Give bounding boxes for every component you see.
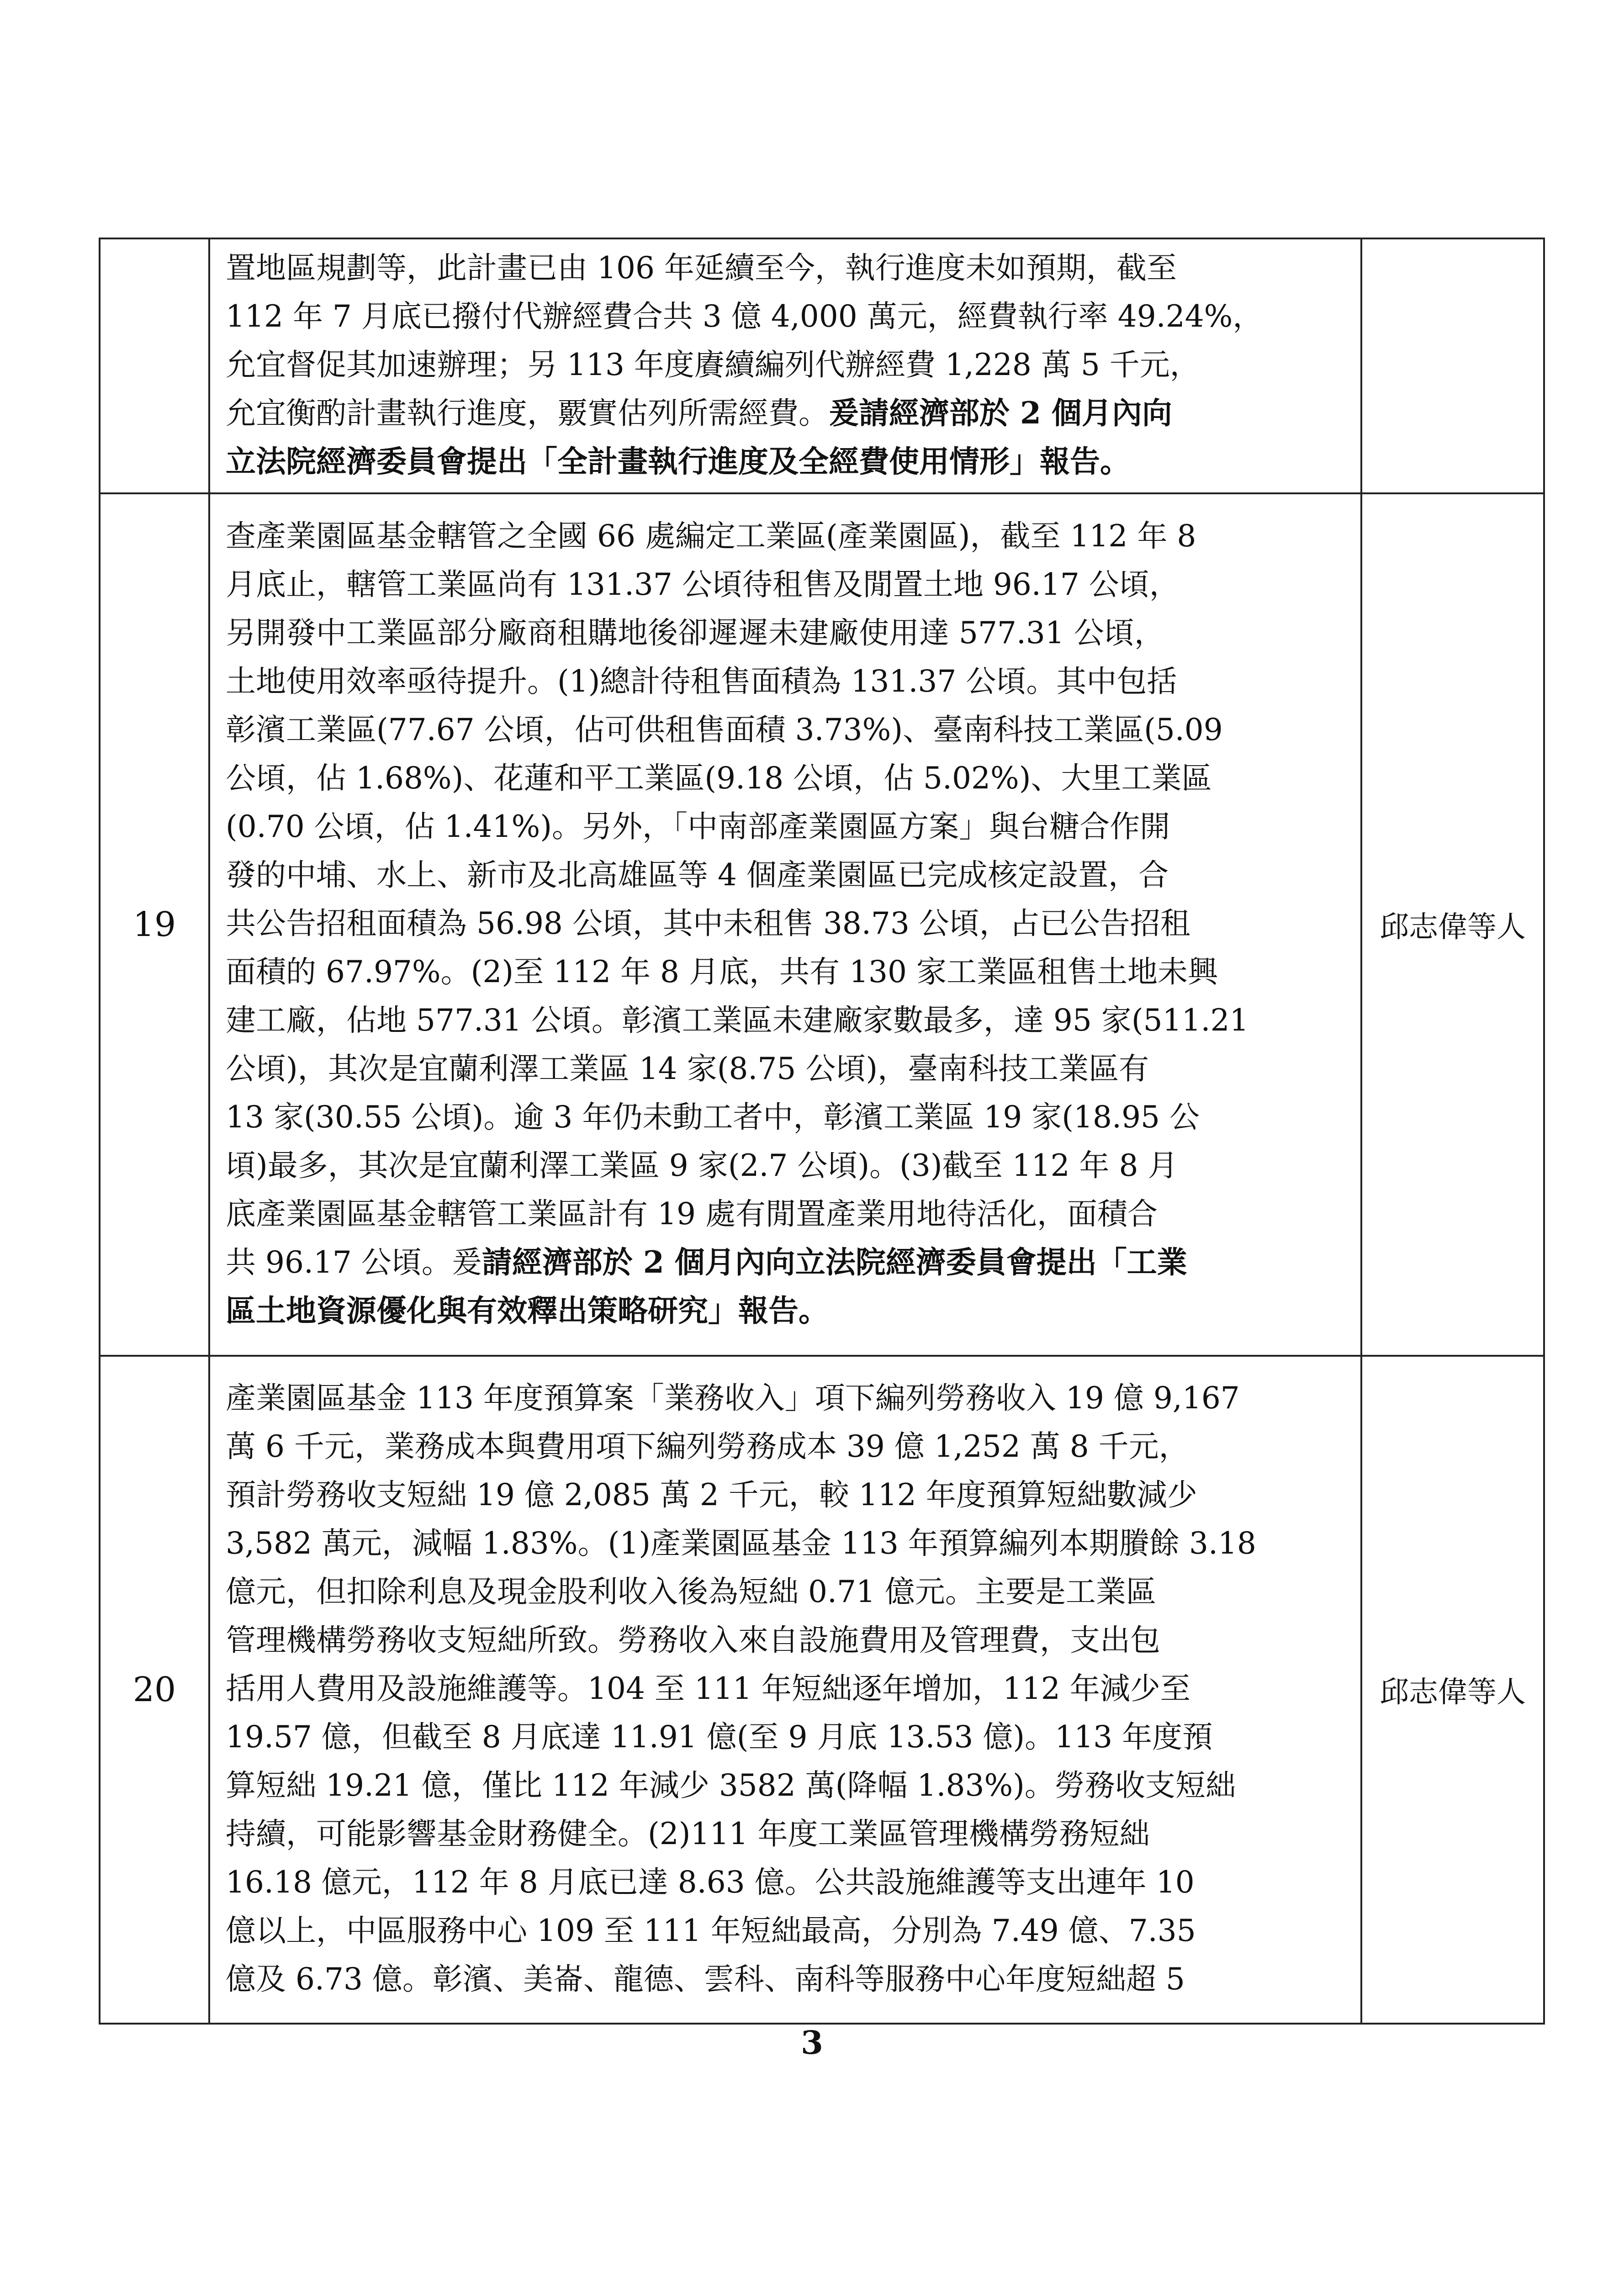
- text-line: 112 年 7 月底已撥付代辦經費合共 3 億 4,000 萬元，經費執行率 49.24%，: [226, 299, 1263, 334]
- text-line: 面積的 67.97%。(2)至 112 年 8 月底，共有 130 家工業區租售土地未興: [226, 954, 1218, 989]
- row-number-cell: 19: [100, 493, 209, 1356]
- text-line: [226, 389, 1349, 438]
- table-row: [100, 238, 1544, 493]
- row-content-cell: [209, 238, 1361, 493]
- proposer-cell: 邱志偉等人: [1361, 493, 1544, 1356]
- text-segment: 共 96.17 公頃。爰: [226, 1245, 482, 1280]
- text-line: 置地區規劃等，此計畫已由 106 年延續至今，執行進度未如預期，截至: [226, 250, 1177, 286]
- text-line: 19.57 億，但截至 8 月底達 11.91 億(至 9 月底 13.53 億)。113 年度預: [226, 1719, 1213, 1755]
- text-line: 億以上，中區服務中心 109 至 111 年短絀最高，分別為 7.49 億、7.35: [226, 1913, 1196, 1948]
- text-line: 土地使用效率亟待提升。(1)總計待租售面積為 131.37 公頃。其中包括: [226, 664, 1177, 699]
- text-segment: 允宜衡酌計畫執行進度，覈實估列所需經費。: [226, 396, 829, 431]
- text-line: 持續，可能影響基金財務健全。(2)111 年度工業區管理機構勞務短絀: [226, 1816, 1150, 1851]
- text-line: 月底止，轄管工業區尚有 131.37 公頃待租售及閒置土地 96.17 公頃，: [226, 567, 1180, 602]
- text-line: 16.18 億元，112 年 8 月底已達 8.63 億。公共設施維護等支出連年 10: [226, 1865, 1195, 1900]
- proposer-cell: [1361, 238, 1544, 493]
- text-line: 共公告招租面積為 56.98 公頃，其中未租售 38.73 公頃，占已公告招租: [226, 906, 1190, 941]
- table-row: [100, 1356, 1544, 2024]
- row-number-cell: [100, 238, 209, 493]
- text-line: 建工廠，佔地 577.31 公頃。彰濱工業區未建廠家數最多，達 95 家(511.21: [226, 1003, 1249, 1038]
- text-line: 底產業園區基金轄管工業區計有 19 處有閒置產業用地待活化，面積合: [226, 1196, 1158, 1232]
- row-number-cell: 20: [100, 1356, 209, 2024]
- bold-request-line: 區土地資源優化與有效釋出策略研究」報告。: [226, 1293, 829, 1328]
- text-line: 公頃)，其次是宜蘭利澤工業區 14 家(8.75 公頃)，臺南科技工業區有: [226, 1051, 1149, 1086]
- text-line: 3,582 萬元，減幅 1.83%。(1)產業園區基金 113 年預算編列本期賸餘 3.18: [226, 1526, 1256, 1561]
- text-line: 管理機構勞務收支短絀所致。勞務收入來自設施費用及管理費，支出包: [226, 1623, 1160, 1658]
- row-content-cell: [209, 493, 1361, 1356]
- bold-request-text: 請經濟部於 2 個月內向立法院經濟委員會提出「工業: [481, 1244, 1187, 1280]
- proposer-cell: 邱志偉等人: [1361, 1356, 1544, 2024]
- text-line: 公頃，佔 1.68%)、花蓮和平工業區(9.18 公頃，佔 5.02%)、大里工業區: [226, 761, 1212, 796]
- text-line: 算短絀 19.21 億，僅比 112 年減少 3582 萬(降幅 1.83%)。勞務收支短絀: [226, 1768, 1236, 1803]
- text-line: 另開發中工業區部分廠商租購地後卻遲遲未建廠使用達 577.31 公頃，: [226, 615, 1164, 650]
- text-line: 億及 6.73 億。彰濱、美崙、龍德、雲科、南科等服務中心年度短絀超 5: [226, 1961, 1185, 1997]
- row-content-cell: [209, 1356, 1361, 2024]
- resolution-table: [99, 238, 1545, 2025]
- bold-request-line: 立法院經濟委員會提出「全計畫執行進度及全經費使用情形」報告。: [226, 444, 1130, 479]
- text-line: 彰濱工業區(77.67 公頃，佔可供租售面積 3.73%)、臺南科技工業區(5.09: [226, 712, 1223, 747]
- text-line: 允宜督促其加速辦理；另 113 年度賡續編列代辦經費 1,228 萬 5 千元，: [226, 347, 1200, 382]
- text-line: 預計勞務收支短絀 19 億 2,085 萬 2 千元，較 112 年度預算短絀數減少: [226, 1477, 1197, 1512]
- bold-request-text: 爰請經濟部於 2 個月內向: [829, 395, 1172, 431]
- text-line: 13 家(30.55 公頃)。逾 3 年仍未動工者中，彰濱工業區 19 家(18.95 公: [226, 1100, 1200, 1135]
- text-line: 查產業園區基金轄管之全國 66 處編定工業區(產業園區)，截至 112 年 8: [226, 518, 1196, 554]
- text-line: 括用人費用及設施維護等。104 至 111 年短絀逐年增加，112 年減少至: [226, 1671, 1190, 1706]
- text-line: (0.70 公頃，佔 1.41%)。另外，「中南部產業園區方案」與台糖合作開: [226, 809, 1170, 844]
- page-number: 3: [801, 2024, 823, 2062]
- text-line: 萬 6 千元，業務成本與費用項下編列勞務成本 39 億 1,252 萬 8 千元，: [226, 1429, 1189, 1464]
- table-row: [100, 493, 1544, 1356]
- text-line: 頃)最多，其次是宜蘭利澤工業區 9 家(2.7 公頃)。(3)截至 112 年 8 月: [226, 1148, 1178, 1183]
- text-line: [226, 1238, 1349, 1287]
- text-line: 產業園區基金 113 年度預算案「業務收入」項下編列勞務收入 19 億 9,167: [226, 1380, 1240, 1416]
- text-line: 發的中埔、水上、新市及北高雄區等 4 個產業園區已完成核定設置，合: [226, 857, 1169, 893]
- text-line: 億元，但扣除利息及現金股利收入後為短絀 0.71 億元。主要是工業區: [226, 1574, 1156, 1609]
